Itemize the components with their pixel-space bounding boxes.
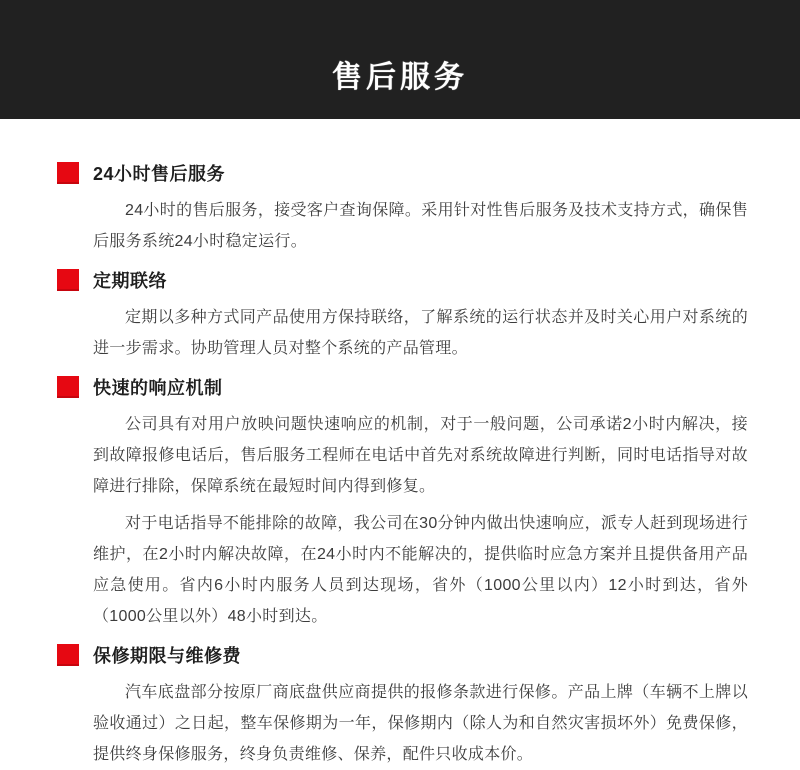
section-paragraph: 汽车底盘部分按原厂商底盘供应商提供的报修条款进行保修。产品上牌（车辆不上牌以验收通过）之日起，整车保修期为一年，保修期内（除人为和自然灾害损坏外）免费保修，提供终身保修服务，终身负责维修、保养，配件只收成本价。	[93, 684, 748, 763]
red-square-bullet-icon	[57, 269, 79, 291]
section-warranty	[57, 642, 748, 770]
section-paragraph: 24小时的售后服务，接受客户查询保障。采用针对性售后服务及技术支持方式，确保售后服务系统24小时稳定运行。	[93, 202, 748, 250]
section-regular-contact	[57, 267, 748, 364]
section-paragraph: 对于电话指导不能排除的故障，我公司在30分钟内做出快速响应，派专人赶到现场进行维护，在2小时内解决故障，在24小时内不能解决的，提供临时应急方案并且提供备用产品应急使用。省内6小时内服务人员到达现场，省外（1000公里以内）12小时到达，省外（1000公里以外）48小时到达。	[93, 515, 748, 625]
section-heading: 保修期限与维修费	[93, 646, 241, 666]
page-header	[0, 0, 800, 119]
section-paragraph: 公司具有对用户放映问题快速响应的机制，对于一般问题，公司承诺2小时内解决，接到故障报修电话后，售后服务工程师在电话中首先对系统故障进行判断，同时电话指导对故障进行排除，保障系统在最短时间内得到修复。	[93, 416, 748, 495]
page-title: 售后服务	[332, 60, 468, 94]
section-heading: 快速的响应机制	[93, 378, 223, 398]
section-heading: 24小时售后服务	[93, 164, 226, 184]
red-square-bullet-icon	[57, 162, 79, 184]
section-fast-response	[57, 374, 748, 632]
red-square-bullet-icon	[57, 376, 79, 398]
section-24h-service	[57, 160, 748, 257]
section-paragraph: 定期以多种方式同产品使用方保持联络，了解系统的运行状态并及时关心用户对系统的进一步需求。协助管理人员对整个系统的产品管理。	[93, 309, 748, 357]
section-heading-row	[57, 160, 748, 186]
section-heading-row	[57, 267, 748, 293]
section-heading: 定期联络	[93, 271, 167, 291]
page-content	[0, 119, 800, 770]
section-heading-row	[57, 374, 748, 400]
red-square-bullet-icon	[57, 644, 79, 666]
section-heading-row	[57, 642, 748, 668]
